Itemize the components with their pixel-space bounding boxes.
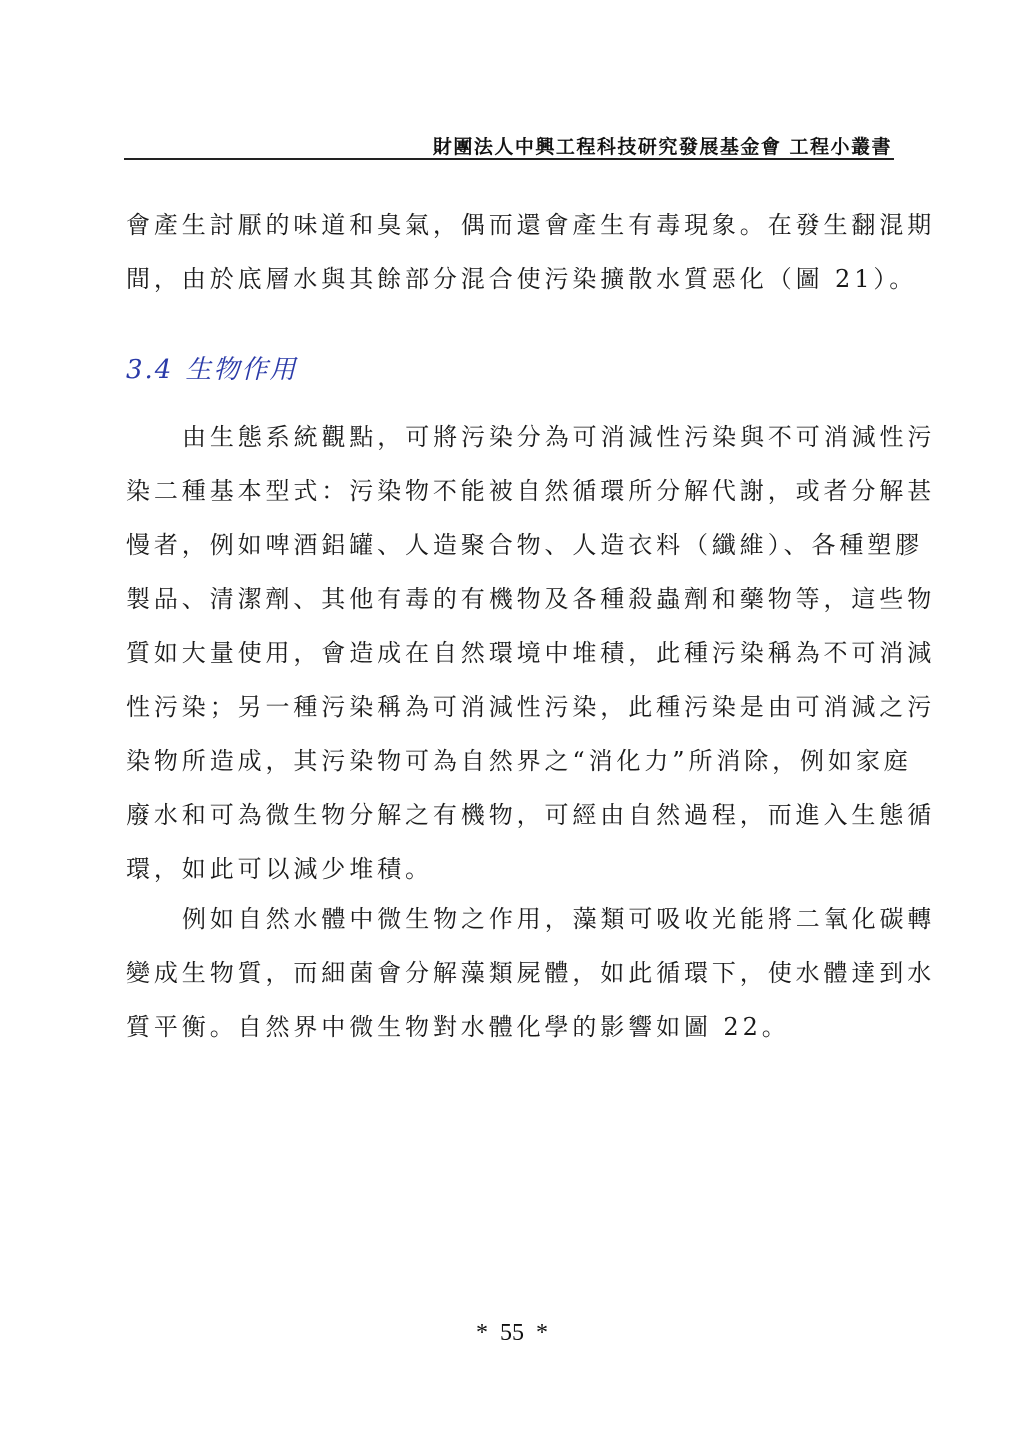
paragraph-line: 染二種基本型式：污染物不能被自然循環所分解代謝，或者分解甚 bbox=[126, 477, 936, 505]
paragraph-line: 由生態系統觀點，可將污染分為可消減性污染與不可消減性污 bbox=[182, 423, 936, 451]
header-title: 財團法人中興工程科技研究發展基金會 工程小叢書 bbox=[432, 136, 892, 158]
section-heading bbox=[126, 349, 297, 386]
paragraph-line: 間，由於底層水與其餘部分混合使污染擴散水質惡化（圖 21）。 bbox=[126, 265, 918, 293]
paragraph-line: 變成生物質，而細菌會分解藻類屍體，如此循環下，使水體達到水 bbox=[126, 959, 936, 987]
paragraph-line: 性污染；另一種污染稱為可消減性污染，此種污染是由可消減之污 bbox=[126, 693, 936, 721]
paragraph-line: 質平衡。自然界中微生物對水體化學的影響如圖 22。 bbox=[126, 1013, 790, 1041]
paragraph-line: 慢者，例如啤酒鋁罐、人造聚合物、人造衣料（纖維）、各種塑膠 bbox=[126, 531, 924, 559]
paragraph-line: 廢水和可為微生物分解之有機物，可經由自然過程，而進入生態循 bbox=[126, 801, 936, 829]
paragraph-line: 質如大量使用，會造成在自然環境中堆積，此種污染稱為不可消減 bbox=[126, 639, 936, 667]
paragraph-line: 染物所造成，其污染物可為自然界之“消化力”所消除，例如家庭 bbox=[126, 747, 912, 775]
paragraph-line: 製品、清潔劑、其他有毒的有機物及各種殺蟲劑和藥物等，這些物 bbox=[126, 585, 936, 613]
paragraph-intro bbox=[126, 198, 936, 306]
paragraph-line: 例如自然水體中微生物之作用，藻類可吸收光能將二氧化碳轉 bbox=[182, 905, 936, 933]
section-title: 生物作用 bbox=[185, 355, 298, 385]
paragraph-1 bbox=[126, 410, 936, 896]
paragraph-2 bbox=[126, 892, 936, 1054]
section-number: 3.4 bbox=[126, 355, 174, 385]
running-header bbox=[124, 128, 894, 160]
page-number: * 55 * bbox=[476, 1320, 548, 1346]
paragraph-line: 環，如此可以減少堆積。 bbox=[126, 855, 433, 883]
paragraph-line: 會產生討厭的味道和臭氣，偶而還會產生有毒現象。在發生翻混期 bbox=[126, 211, 936, 239]
